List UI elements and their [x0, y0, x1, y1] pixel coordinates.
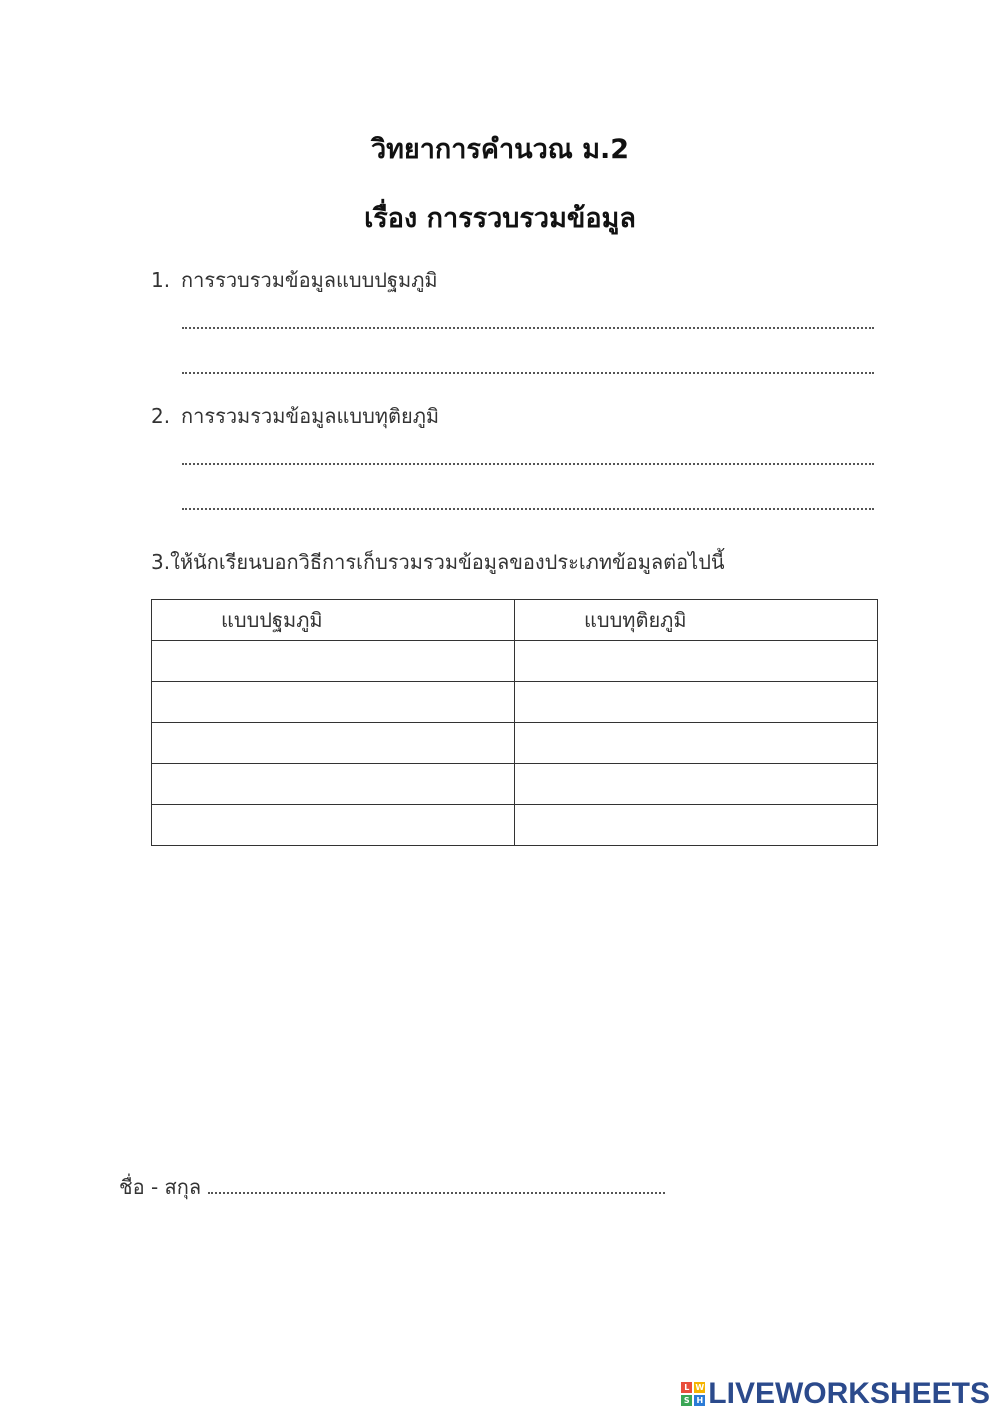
- table-header-row: [152, 600, 878, 641]
- brand-name: LIVEWORKSHEETS: [708, 1377, 990, 1410]
- table-row: [152, 723, 878, 764]
- table-row: [152, 641, 878, 682]
- table-cell-primary[interactable]: [152, 764, 515, 805]
- answer-line-1a[interactable]: [182, 325, 874, 329]
- table-cell-primary[interactable]: [152, 723, 515, 764]
- name-field[interactable]: [208, 1190, 665, 1194]
- header-secondary: แบบทุติยภูมิ: [515, 600, 878, 641]
- page-subtitle: เรื่อง การรวบรวมข้อมูล: [364, 203, 636, 234]
- table-row: [152, 764, 878, 805]
- table-cell-secondary[interactable]: [515, 805, 878, 846]
- table-cell-primary[interactable]: [152, 805, 515, 846]
- answer-line-2b[interactable]: [182, 506, 874, 510]
- answer-line-1b[interactable]: [182, 370, 874, 374]
- question-1-text: การรวบรวมข้อมูลแบบปฐมภูมิ: [181, 268, 438, 292]
- name-label: ชื่อ - สกุล: [119, 1175, 202, 1199]
- brand-logo: [681, 1377, 990, 1411]
- table-cell-secondary[interactable]: [515, 764, 878, 805]
- answer-table: [151, 599, 878, 846]
- question-2: [151, 400, 439, 432]
- answer-line-2a[interactable]: [182, 461, 874, 465]
- table-cell-secondary[interactable]: [515, 641, 878, 682]
- question-1: [151, 264, 438, 296]
- table-cell-secondary[interactable]: [515, 723, 878, 764]
- table-cell-secondary[interactable]: [515, 682, 878, 723]
- table-row: [152, 682, 878, 723]
- question-2-number: 2.: [151, 404, 171, 428]
- header-primary: แบบปฐมภูมิ: [152, 600, 515, 641]
- question-2-text: การรวมรวมข้อมูลแบบทุติยภูมิ: [181, 404, 440, 428]
- brand-mark-icon: L W S H: [681, 1382, 705, 1406]
- question-1-number: 1.: [151, 268, 171, 292]
- table-cell-primary[interactable]: [152, 641, 515, 682]
- table-row: [152, 805, 878, 846]
- table-cell-primary[interactable]: [152, 682, 515, 723]
- question-3: 3.ให้นักเรียนบอกวิธีการเก็บรวมรวมข้อมูลของประเภทข้อมูลต่อไปนี้: [151, 550, 725, 574]
- page-title: วิทยาการคำนวณ ม.2: [370, 134, 630, 165]
